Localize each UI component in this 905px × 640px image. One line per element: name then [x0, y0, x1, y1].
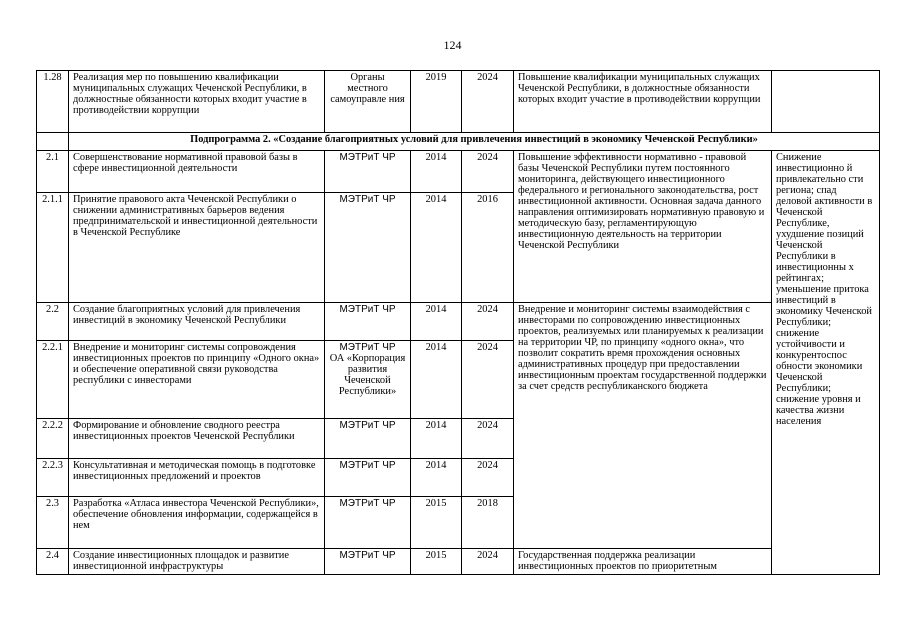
program-table: [36, 70, 880, 575]
start-year: 2015: [411, 549, 462, 575]
table-row: [37, 133, 880, 151]
row-number: 1.28: [37, 71, 69, 133]
executor: МЭТРиТ ЧР: [325, 151, 411, 193]
executor: МЭТРиТ ЧР: [325, 459, 411, 497]
measure-name: Консультативная и методическая помощь в подготовке инвестиционных предложений и проектов: [69, 459, 325, 497]
expected-result: Повышение квалификации муниципальных служащих Чеченской Республики, в должностные обязанности которых входит участие в противодействии коррупции: [514, 71, 772, 133]
measure-name: Создание инвестиционных площадок и развитие инвестиционной инфраструктуры: [69, 549, 325, 575]
executor: МЭТРиТ ЧР: [325, 193, 411, 303]
table-row: [37, 549, 880, 575]
start-year: 2014: [411, 419, 462, 459]
measure-name: Внедрение и мониторинг системы сопровождения инвестиционных проектов по принципу «Одного окна» и обеспечение оперативной связи руководства республики с инвесторами: [69, 341, 325, 419]
executor: [325, 341, 411, 419]
start-year: 2014: [411, 193, 462, 303]
executor: МЭТРиТ ЧР: [325, 549, 411, 575]
start-year: 2019: [411, 71, 462, 133]
start-year: 2014: [411, 459, 462, 497]
end-year: 2024: [462, 151, 514, 193]
end-year: 2024: [462, 549, 514, 575]
executor: МЭТРиТ ЧР: [325, 303, 411, 341]
executor: Органы местного самоуправле ния: [325, 71, 411, 133]
executor: МЭТРиТ ЧР: [325, 497, 411, 549]
executor-line: ОА «Корпорация развития Чеченской Республики»: [329, 353, 406, 397]
start-year: 2014: [411, 303, 462, 341]
measure-name: Принятие правового акта Чеченской Республики о снижении административных барьеров ведения предпринимательской и инвестиционной деятельности в Чеченской Республике: [69, 193, 325, 303]
table-row: [37, 303, 880, 341]
measure-name: Формирование и обновление сводного реестра инвестиционных проектов Чеченской Республики: [69, 419, 325, 459]
expected-result: Государственная поддержка реализации инвестиционных проектов по приоритетным: [514, 549, 772, 575]
row-number: 2.2.3: [37, 459, 69, 497]
row-number: 2.2: [37, 303, 69, 341]
negative-consequences: Снижение инвестиционно й привлекательно сти региона; спад деловой активности в Чеченской Республике, ухудшение позиций Чеченской Республики в инвестиционны х рейтингах; уменьшение притока инвестиций в экономику Чеченской Республики; снижение устойчивости и конкурентоспос обности экономики Чеченской Республики; снижение уровня и качества жизни населения: [772, 151, 880, 575]
row-number: 2.1.1: [37, 193, 69, 303]
end-year: 2024: [462, 341, 514, 419]
expected-result: Внедрение и мониторинг системы взаимодействия с инвесторами по сопровождению инвестиционных проектов, реализуемых или планируемых к реализации на территории ЧР, по принципу «одного окна», что позволит сократить время прохождения основных административных процедур при предоставлении инвестиционным проектам государственной поддержки за счет средств республиканского бюджета: [514, 303, 772, 549]
measure-name: Разработка «Атласа инвестора Чеченской Республики», обеспечение обновления информации, содержащейся в нем: [69, 497, 325, 549]
end-year: 2018: [462, 497, 514, 549]
end-year: 2024: [462, 419, 514, 459]
row-number: 2.4: [37, 549, 69, 575]
row-number: 2.2.1: [37, 341, 69, 419]
start-year: 2015: [411, 497, 462, 549]
row-number: 2.3: [37, 497, 69, 549]
table-row: [37, 71, 880, 133]
negative-consequences: [772, 71, 880, 133]
end-year: 2024: [462, 71, 514, 133]
row-number: 2.2.2: [37, 419, 69, 459]
table-row: [37, 151, 880, 193]
expected-result: Повышение эффективности нормативно - правовой базы Чеченской Республики путем постоянного мониторинга, действующего инвестиционного федерального и регионального законодательства, рост инвестиционной активности. Основная задача данного направления оптимизировать нормативную правовую и методическую базу, регламентирующую инвестиционную деятельность на территории Чеченской Республики: [514, 151, 772, 303]
end-year: 2016: [462, 193, 514, 303]
executor: МЭТРиТ ЧР: [325, 419, 411, 459]
page-number: 124: [443, 38, 462, 52]
executor-line: МЭТРиТ ЧР: [339, 342, 396, 353]
start-year: 2014: [411, 341, 462, 419]
measure-name: Совершенствование нормативной правовой базы в сфере инвестиционной деятельности: [69, 151, 325, 193]
row-number: 2.1: [37, 151, 69, 193]
subprogram-title: Подпрограмма 2. «Создание благоприятных условий для привлечения инвестиций в экономику Чеченской Республики»: [69, 133, 880, 151]
end-year: 2024: [462, 459, 514, 497]
start-year: 2014: [411, 151, 462, 193]
end-year: 2024: [462, 303, 514, 341]
measure-name: Создание благоприятных условий для привлечения инвестиций в экономику Чеченской Республики: [69, 303, 325, 341]
measure-name: Реализация мер по повышению квалификации муниципальных служащих Чеченской Республики, в должностные обязанности которых входит участие в противодействии коррупции: [69, 71, 325, 133]
